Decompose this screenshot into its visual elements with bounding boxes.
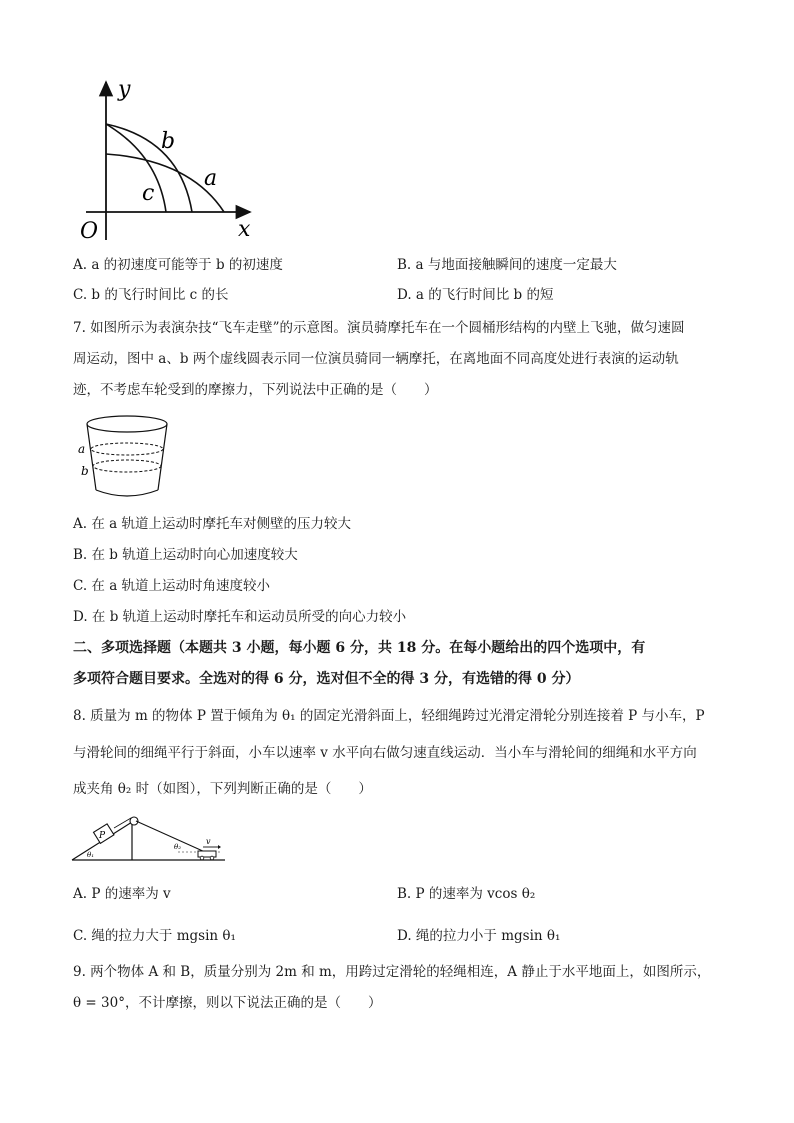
y-axis-label: y — [118, 77, 131, 102]
orbit-a — [91, 443, 163, 455]
orbit-b — [93, 460, 161, 472]
curve-a-label: a — [204, 166, 218, 191]
q7-option-a: A. 在 a 轨道上运动时摩托车对侧壁的压力较大 — [73, 516, 351, 532]
q8-stem-line2: 与滑轮间的细绳平行于斜面，小车以速率 v 水平向右做匀速直线运动．当小车与滑轮间的细绳和水平方向 — [73, 745, 697, 761]
q7-stem-line2: 周运动，图中 a、b 两个虚线圆表示同一位演员骑同一辆摩托，在离地面不同高度处进行表演的运动轨 — [73, 351, 679, 367]
cylinder-figure — [72, 410, 172, 502]
origin-label: O — [80, 219, 99, 244]
q8-stem-line3: 成夹角 θ₂ 时（如图），下列判断正确的是（ ） — [73, 781, 372, 797]
q6-option-a: A. a 的初速度可能等于 b 的初速度 — [73, 257, 283, 273]
q8-option-d: D. 绳的拉力小于 mgsin θ₁ — [397, 928, 561, 944]
theta2-label: θ₂ — [174, 843, 182, 851]
q8-stem-line1: 8. 质量为 m 的物体 P 置于倾角为 θ₁ 的固定光滑斜面上，轻细绳跨过光滑定滑轮分别连接着 P 与小车，P — [73, 708, 705, 724]
orbit-a-label: a — [78, 442, 86, 456]
q6-option-c: C. b 的飞行时间比 c 的长 — [73, 287, 229, 303]
q7-option-b: B. 在 b 轨道上运动时向心加速度较大 — [73, 547, 298, 563]
section2-heading-line2: 多项符合题目要求。全选对的得 6 分，选对但不全的得 3 分，有选错的得 0 分） — [73, 671, 580, 687]
q7-stem-line1: 7. 如图所示为表演杂技“飞车走壁”的示意图。演员骑摩托车在一个圆桶形结构的内壁上飞驰，做匀速圆 — [73, 320, 685, 336]
q8-option-b: B. P 的速率为 vcos θ₂ — [397, 886, 536, 902]
projectile-graph — [70, 70, 270, 245]
section2-heading-line1: 二、多项选择题（本题共 3 小题，每小题 6 分，共 18 分。在每小题给出的四个选项中，有 — [73, 640, 646, 656]
theta1-label: θ₁ — [87, 851, 95, 859]
x-axis-label: x — [238, 217, 251, 242]
cart — [198, 851, 216, 857]
velocity-label: v — [206, 837, 211, 846]
q6-option-b: B. a 与地面接触瞬间的速度一定最大 — [397, 257, 617, 273]
block-p-label: P — [99, 831, 106, 841]
q9-stem-line2: θ = 30°，不计摩擦，则以下说法正确的是（ ） — [73, 995, 382, 1011]
q7-option-c: C. 在 a 轨道上运动时角速度较小 — [73, 578, 271, 594]
q8-option-c: C. 绳的拉力大于 mgsin θ₁ — [73, 928, 236, 944]
curve-c-path — [106, 124, 166, 212]
incline-pulley-figure — [70, 812, 230, 864]
q6-option-d: D. a 的飞行时间比 b 的短 — [397, 287, 554, 303]
orbit-b-label: b — [81, 464, 89, 478]
q7-option-d: D. 在 b 轨道上运动时摩托车和运动员所受的向心力较小 — [73, 609, 407, 625]
q9-stem-line1: 9. 两个物体 A 和 B，质量分别为 2m 和 m，用跨过定滑轮的轻绳相连，A 静止于水平地面上，如图所示， — [73, 964, 711, 980]
q7-stem-line3: 迹，不考虑车轮受到的摩擦力，下列说法中正确的是（ ） — [73, 382, 438, 398]
q8-option-a: A. P 的速率为 v — [73, 886, 171, 902]
curve-b-label: b — [161, 129, 176, 154]
curve-c-label: c — [142, 181, 155, 206]
